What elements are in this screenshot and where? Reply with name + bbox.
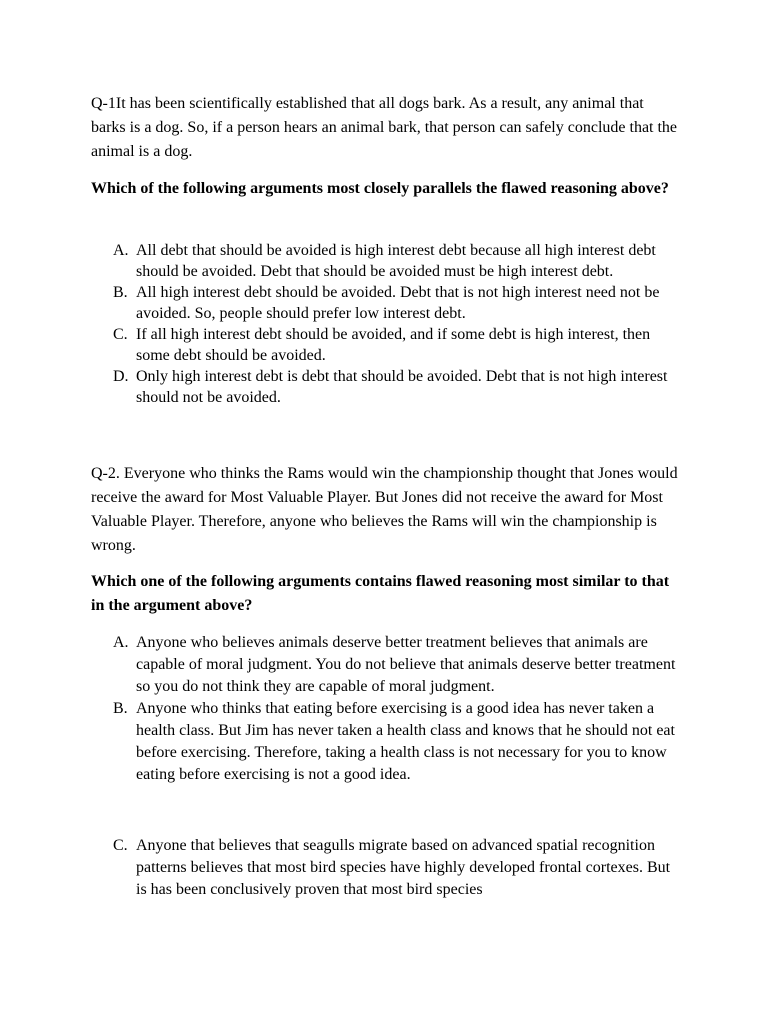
q1-prompt: Which of the following arguments most closely parallels the flawed reasoning above?: [91, 180, 669, 197]
choice-letter: A.: [113, 634, 129, 651]
q2-choices-c: [91, 835, 681, 901]
q2-prompt: Which one of the following arguments contains flawed reasoning most similar to that in the argument above?: [91, 573, 670, 614]
q1-choice-d: [91, 366, 681, 408]
choice-text: Anyone who believes animals deserve better treatment believes that animals are capable of moral judgment. You do not believe that animals deserve better treatment so you do not think they are capable of moral judgment.: [136, 634, 676, 695]
q1-choice-c: [91, 324, 681, 366]
choice-text: All debt that should be avoided is high interest debt because all high interest debt should be avoided. Debt that should be avoided must be high interest debt.: [136, 242, 656, 280]
q1-stem: Q-1It has been scientifically established that all dogs bark. As a result, any animal that barks is a dog. So, if a person hears an animal bark, that person can safely conclude that the animal is a dog.: [91, 95, 678, 160]
choice-text: Only high interest debt is debt that should be avoided. Debt that is not high interest should not be avoided.: [136, 368, 668, 406]
q1-choices: [91, 240, 681, 408]
choice-letter: C.: [113, 326, 128, 343]
q2-choice-b: [91, 698, 681, 786]
choice-letter: D.: [113, 368, 129, 385]
q2-choices-ab: [91, 632, 681, 786]
choice-text: Anyone that believes that seagulls migrate based on advanced spatial recognition patterns believes that most bird species have highly developed frontal cortexes. But is has been conclusively proven that most bird species: [136, 837, 671, 898]
q2-choice-c: [91, 835, 681, 901]
q2-choice-a: [91, 632, 681, 698]
choice-letter: C.: [113, 837, 128, 854]
choice-letter: A.: [113, 242, 129, 259]
q1-choice-a: [91, 240, 681, 282]
q2-stem: Q-2. Everyone who thinks the Rams would win the championship thought that Jones would receive the award for Most Valuable Player. But Jones did not receive the award for Most Valuable Player. Therefore, anyone who believes the Rams will win the championship is wrong.: [91, 465, 678, 554]
q1-choice-b: [91, 282, 681, 324]
choice-letter: B.: [113, 284, 128, 301]
choice-letter: B.: [113, 700, 128, 717]
choice-text: Anyone who thinks that eating before exercising is a good idea has never taken a health class. But Jim has never taken a health class and knows that he should not eat before exercising. Therefore, taking a health class is not necessary for you to know eating before exercising is not a good idea.: [136, 700, 675, 783]
choice-text: All high interest debt should be avoided. Debt that is not high interest need not be avoided. So, people should prefer low interest debt.: [136, 284, 660, 322]
choice-text: If all high interest debt should be avoided, and if some debt is high interest, then some debt should be avoided.: [136, 326, 651, 364]
